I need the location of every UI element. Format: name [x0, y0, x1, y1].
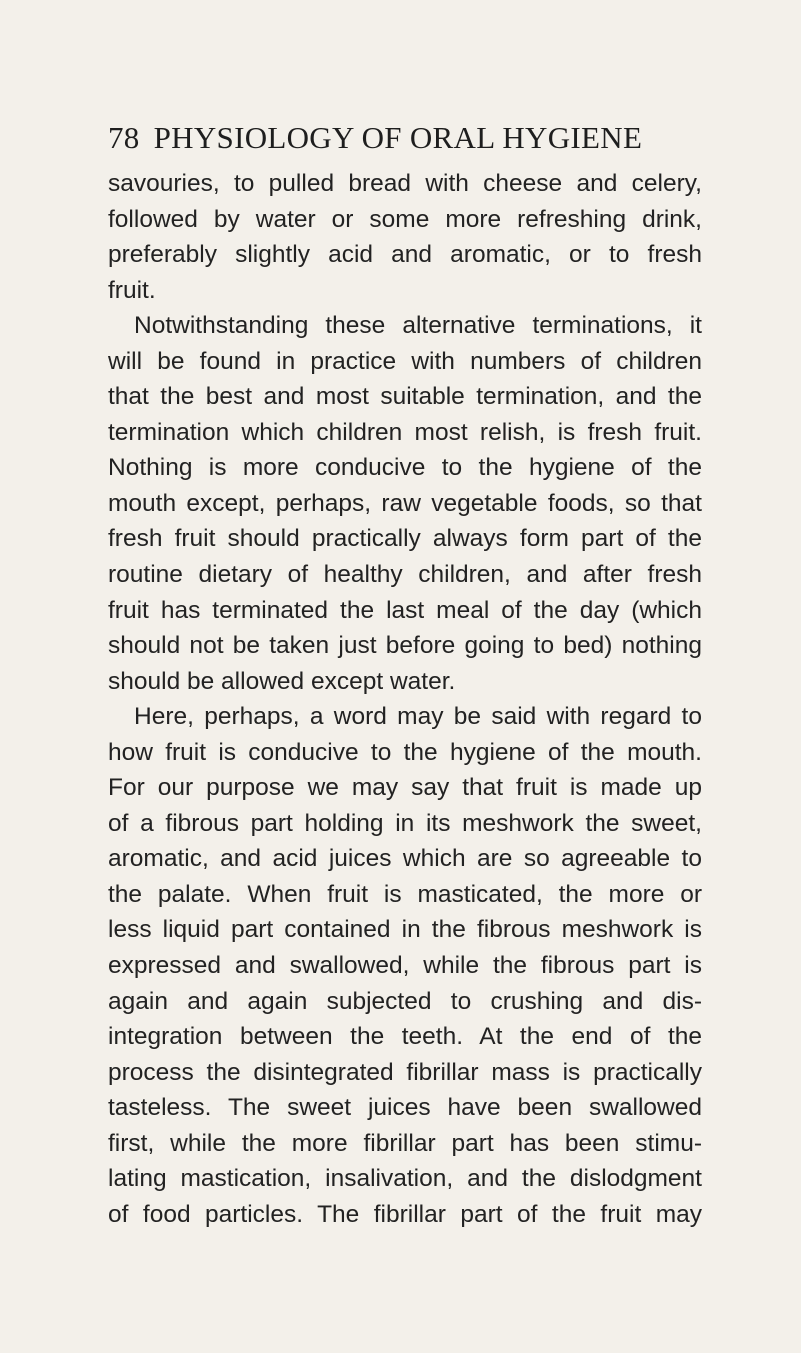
- text-line: less liquid part contained in the fibrous meshwork is: [108, 916, 702, 944]
- text-line: termination which children most relish, is fresh fruit.: [108, 418, 702, 446]
- text-line: aromatic, and acid juices which are so agreeable to: [108, 845, 702, 873]
- text-line: how fruit is conducive to the hygiene of the mouth.: [108, 738, 702, 766]
- text-line: fruit.: [108, 276, 156, 304]
- text-line: Nothing is more conducive to the hygiene of the: [108, 454, 702, 482]
- text-line: savouries, to pulled bread with cheese and celery,: [108, 170, 702, 197]
- text-line: expressed and swallowed, while the fibrous part is: [108, 952, 702, 980]
- text-line: fruit has terminated the last meal of the day (which: [108, 596, 702, 624]
- text-line: again and again subjected to crushing and dis-: [108, 987, 702, 1015]
- text-line: integration between the teeth. At the end of the: [108, 1023, 702, 1051]
- text-line: should not be taken just before going to bed) nothing: [108, 632, 702, 660]
- text-line: process the disintegrated fibrillar mass is practically: [108, 1058, 702, 1086]
- text-line: Here, perhaps, a word may be said with regard to: [134, 703, 702, 731]
- text-line: Notwithstanding these alternative terminations, it: [134, 312, 702, 340]
- text-line: routine dietary of healthy children, and after fresh: [108, 561, 702, 589]
- text-line: should be allowed except water.: [108, 667, 456, 695]
- page-number: 78: [108, 120, 140, 155]
- running-header: [108, 120, 708, 164]
- text-line: fresh fruit should practically always form part of the: [108, 525, 702, 553]
- text-line: For our purpose we may say that fruit is made up: [108, 774, 702, 802]
- text-line: mouth except, perhaps, raw vegetable foods, so that: [108, 489, 702, 517]
- text-line: of a fibrous part holding in its meshwork the sweet,: [108, 809, 702, 837]
- body-text: [108, 166, 702, 1232]
- text-line: preferably slightly acid and aromatic, or to fresh: [108, 241, 702, 269]
- text-line: tasteless. The sweet juices have been swallowed: [108, 1094, 702, 1122]
- text-line: first, while the more fibrillar part has been stimu-: [108, 1129, 702, 1157]
- text-line: lating mastication, insalivation, and the dislodgment: [108, 1165, 702, 1193]
- text-line: the palate. When fruit is masticated, the more or: [108, 880, 702, 908]
- text-line: that the best and most suitable termination, and the: [108, 383, 702, 411]
- text-line: of food particles. The fibrillar part of the fruit may: [108, 1200, 702, 1228]
- text-line: followed by water or some more refreshing drink,: [108, 205, 702, 233]
- text-line: will be found in practice with numbers of children: [108, 347, 702, 375]
- running-title: PHYSIOLOGY OF ORAL HYGIENE: [153, 120, 643, 155]
